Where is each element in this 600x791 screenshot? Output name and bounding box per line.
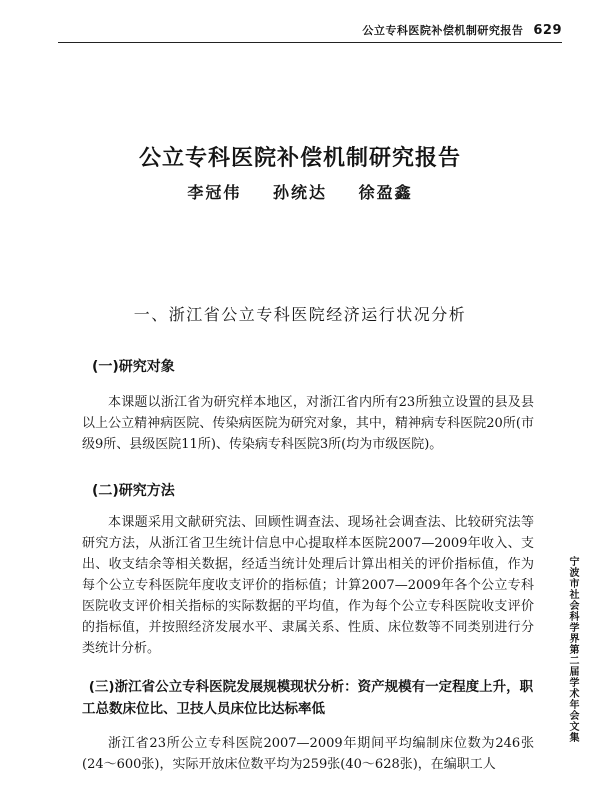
running-header [362,22,562,38]
running-header-title: 公立专科医院补偿机制研究报告 [362,24,524,37]
side-collection-label: 宁波市社会科学界第二届学术年会文集 [567,556,578,743]
paper-title: 公立专科医院补偿机制研究报告 [138,145,461,171]
paragraph-research-method: 本课题采用文献研究法、回顾性调查法、现场社会调查法、比较研究法等研究方法，从浙江省卫生统计信息中心提取样本医院2007—2009年收入、支出、收支结余等相关数据，经适当统计处理后计算出相关的评价指标值，作为每个公立专科医院年度收支评价的指标值；计算2007—2009年各个公立专科医院收支评价相关指标的实际数据的平均值，作为每个公立专科医院收支评价的指标值，并按照经济发展水平、隶属关系、性质、床位数等不同类别进行分类统计分析。 [82,515,534,656]
subsection-heading-research-subject: (一)研究对象 [92,359,175,375]
author-name: 李冠伟 [187,183,242,202]
section-heading: 一、浙江省公立专科医院经济运行状况分析 [133,305,467,324]
page-number: 629 [533,23,562,38]
header-rule [58,42,562,43]
subsection-heading-research-method: (二)研究方法 [92,483,175,499]
author-list [0,180,600,203]
paragraph-research-subject: 本课题以浙江省为研究样本地区，对浙江省内所有23所独立设置的县及县以上公立精神病医院、传染病医院为研究对象，其中，精神病专科医院20所(市级9所、县级医院11所)、传染病专科医院3所(均为市级医院)。 [82,395,534,452]
paragraph-scale-analysis: 浙江省23所公立专科医院2007—2009年期间平均编制床位数为246张(24～600张)，实际开放床位数平均为259张(40～628张)，在编职工人 [82,736,534,772]
author-name: 孙统达 [272,183,327,202]
author-name: 徐盈鑫 [358,183,413,202]
subsection-heading-scale-analysis: (三)浙江省公立专科医院发展规模现状分析：资产规模有一定程度上升，职工总数床位比、卫技人员床位比达标率低 [82,679,534,717]
